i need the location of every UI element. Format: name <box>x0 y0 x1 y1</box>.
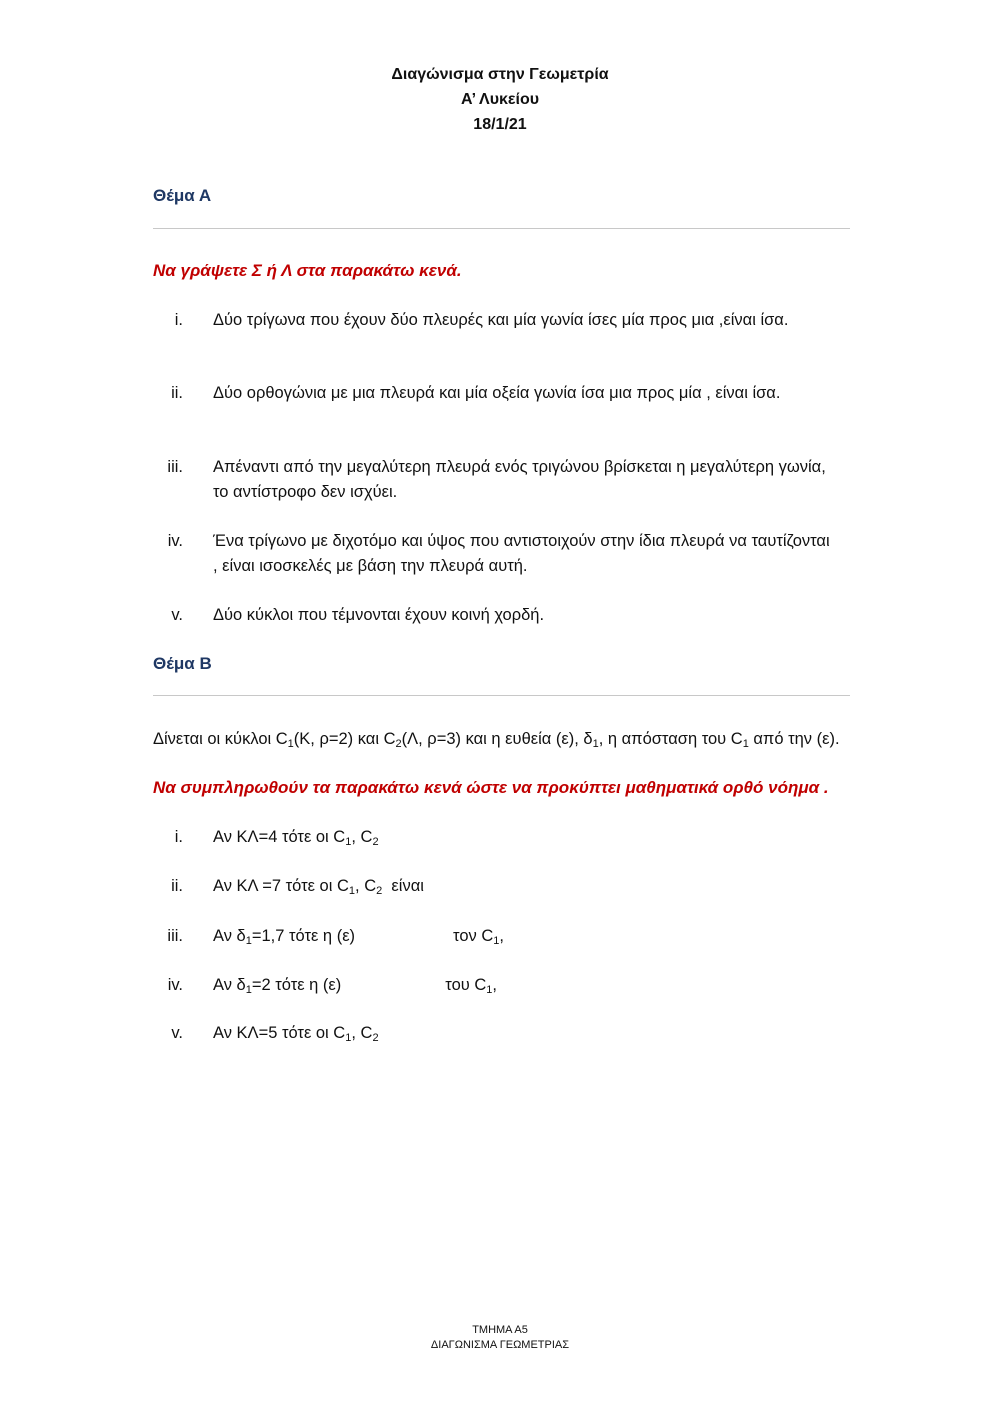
item-text: Δύο κύκλοι που τέμνονται έχουν κοινή χορδή. <box>213 606 545 624</box>
item-number: iii. <box>167 927 183 945</box>
exam-class: Α’ Λυκείου <box>460 91 540 108</box>
section-b-item-3 <box>153 924 850 949</box>
item-number: v. <box>171 1024 183 1042</box>
item-text: Αν ΚΛ=4 τότε οι $C_1$, $C_2$ <box>213 828 379 848</box>
item-text: Αν ΚΛ=5 τότε οι $C_1$, $C_2$ <box>213 1024 379 1044</box>
section-a-instruction: Να γράψετε Σ ή Λ στα παρακάτω κενά. <box>153 261 462 280</box>
section-a-divider <box>153 228 850 229</box>
item-number: v. <box>171 606 183 624</box>
footer-exam: ΔΙΑΓΩΝΙΣΜΑ ΓΕΩΜΕΤΡΙΑΣ <box>430 1339 570 1351</box>
item-number: iii. <box>167 458 183 476</box>
item-text: Δύο ορθογώνια με μια πλευρά και μία οξεία γωνία ίσα μια προς μία , είναι ίσα. <box>213 384 781 402</box>
footer-class: ΤΜΗΜΑ Α5 <box>472 1324 528 1336</box>
item-number: i. <box>174 311 183 329</box>
exam-title: Διαγώνισμα στην Γεωμετρία <box>391 66 609 83</box>
page-footer <box>0 1323 1000 1353</box>
section-b-intro: Δίνεται οι κύκλοι $C_1(K$, ρ=2) και $C_2(\Lambda$, ρ=3) και η ευθεία (ε), $\delta_1$, η απόσταση του $C_1$ από την (ε). <box>153 730 840 750</box>
section-a-item-4 <box>153 529 850 579</box>
section-b-item-2 <box>153 874 850 899</box>
section-a-item-5 <box>153 603 850 628</box>
section-b-title: Θέμα Β <box>153 654 212 673</box>
section-b-item-4 <box>153 973 850 998</box>
item-number: ii. <box>171 384 183 402</box>
section-b-instruction: Να συμπληρωθούν τα παρακάτω κενά ώστε να προκύπτει μαθηματικά ορθό νόημα . <box>153 778 829 797</box>
item-text: Αν $\delta_1=2$ τότε η (ε) του $C_1$, <box>213 976 497 996</box>
section-b-item-5 <box>153 1021 850 1046</box>
item-text: Αν ΚΛ =7 τότε οι $C_1$, $C_2$ είναι <box>213 877 424 897</box>
section-a-item-1 <box>153 308 850 333</box>
item-number: iv. <box>167 532 183 550</box>
item-number: iv. <box>167 976 183 994</box>
page-header <box>0 62 1000 137</box>
section-a-title: Θέμα Α <box>153 186 212 205</box>
item-number: i. <box>174 828 183 846</box>
item-text: Αν $\delta_1=1,7$ τότε η (ε) τον $C_1$, <box>213 927 504 947</box>
item-text: Ένα τρίγωνο με διχοτόμο και ύψος που αντιστοιχούν στην ίδια πλευρά να ταυτίζονται , είναι ισοσκελές με βάση την πλευρά αυτή. <box>213 532 830 575</box>
item-text: Απέναντι από την μεγαλύτερη πλευρά ενός τριγώνου βρίσκεται η μεγαλύτερη γωνία, το αντίστροφο δεν ισχύει. <box>213 458 826 501</box>
item-number: ii. <box>171 877 183 895</box>
exam-date: 18/1/21 <box>473 116 527 133</box>
section-a-item-3 <box>153 455 850 505</box>
section-b-item-1 <box>153 825 850 850</box>
section-b-divider <box>153 695 850 696</box>
item-text: Δύο τρίγωνα που έχουν δύο πλευρές και μία γωνία ίσες μία προς μια ,είναι ίσα. <box>213 311 789 329</box>
section-a-item-2 <box>153 381 850 406</box>
